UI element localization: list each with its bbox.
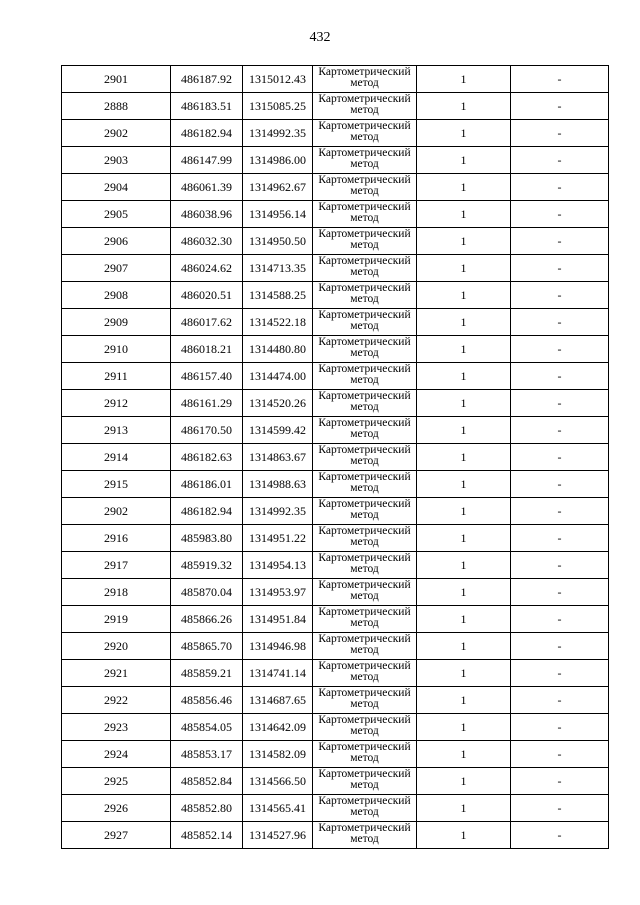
x-coordinate-cell: 486147.99 — [171, 147, 243, 174]
method-text: Картометрический метод — [318, 579, 411, 602]
method-text: Картометрический метод — [318, 336, 411, 359]
table-row — [62, 390, 609, 417]
accuracy-cell: 1 — [417, 660, 511, 687]
table-row — [62, 201, 609, 228]
accuracy-cell: 1 — [417, 552, 511, 579]
method-text: Картометрический метод — [318, 768, 411, 791]
y-coordinate-cell: 1314951.84 — [243, 606, 313, 633]
x-coordinate-cell: 486020.51 — [171, 282, 243, 309]
point-number-cell: 2904 — [62, 174, 171, 201]
accuracy-cell: 1 — [417, 309, 511, 336]
table-row — [62, 228, 609, 255]
accuracy-cell: 1 — [417, 741, 511, 768]
table-row — [62, 66, 609, 93]
x-coordinate-cell: 486161.29 — [171, 390, 243, 417]
point-number-cell: 2905 — [62, 201, 171, 228]
x-coordinate-cell: 486182.63 — [171, 444, 243, 471]
accuracy-cell: 1 — [417, 363, 511, 390]
note-cell: - — [511, 741, 609, 768]
x-coordinate-cell: 486157.40 — [171, 363, 243, 390]
table-row — [62, 498, 609, 525]
accuracy-cell: 1 — [417, 336, 511, 363]
note-cell: - — [511, 822, 609, 849]
table-row — [62, 552, 609, 579]
note-cell: - — [511, 174, 609, 201]
point-number-cell: 2901 — [62, 66, 171, 93]
y-coordinate-cell: 1314986.00 — [243, 147, 313, 174]
x-coordinate-cell: 485870.04 — [171, 579, 243, 606]
accuracy-cell: 1 — [417, 525, 511, 552]
y-coordinate-cell: 1314599.42 — [243, 417, 313, 444]
accuracy-cell: 1 — [417, 282, 511, 309]
point-number-cell: 2906 — [62, 228, 171, 255]
method-cell — [313, 552, 417, 579]
x-coordinate-cell: 485853.17 — [171, 741, 243, 768]
method-cell — [313, 822, 417, 849]
table-row — [62, 714, 609, 741]
method-cell — [313, 417, 417, 444]
note-cell: - — [511, 525, 609, 552]
method-cell — [313, 579, 417, 606]
method-cell — [313, 390, 417, 417]
y-coordinate-cell: 1314713.35 — [243, 255, 313, 282]
point-number-cell: 2908 — [62, 282, 171, 309]
method-cell — [313, 444, 417, 471]
table-row — [62, 336, 609, 363]
note-cell: - — [511, 390, 609, 417]
table-row — [62, 687, 609, 714]
accuracy-cell: 1 — [417, 417, 511, 444]
note-cell: - — [511, 309, 609, 336]
x-coordinate-cell: 486038.96 — [171, 201, 243, 228]
method-text: Картометрический метод — [318, 498, 411, 521]
table-row — [62, 606, 609, 633]
method-text: Картометрический метод — [318, 174, 411, 197]
x-coordinate-cell: 486182.94 — [171, 120, 243, 147]
accuracy-cell: 1 — [417, 471, 511, 498]
method-text: Картометрический метод — [318, 66, 411, 89]
y-coordinate-cell: 1314988.63 — [243, 471, 313, 498]
x-coordinate-cell: 485866.26 — [171, 606, 243, 633]
table-row — [62, 174, 609, 201]
table-row — [62, 579, 609, 606]
point-number-cell: 2910 — [62, 336, 171, 363]
note-cell: - — [511, 579, 609, 606]
table-row — [62, 309, 609, 336]
note-cell: - — [511, 255, 609, 282]
x-coordinate-cell: 485852.84 — [171, 768, 243, 795]
method-cell — [313, 795, 417, 822]
y-coordinate-cell: 1314520.26 — [243, 390, 313, 417]
accuracy-cell: 1 — [417, 120, 511, 147]
method-cell — [313, 498, 417, 525]
note-cell: - — [511, 147, 609, 174]
table-row — [62, 363, 609, 390]
accuracy-cell: 1 — [417, 228, 511, 255]
method-cell — [313, 741, 417, 768]
accuracy-cell: 1 — [417, 498, 511, 525]
table-row — [62, 444, 609, 471]
x-coordinate-cell: 486182.94 — [171, 498, 243, 525]
y-coordinate-cell: 1314950.50 — [243, 228, 313, 255]
point-number-cell: 2920 — [62, 633, 171, 660]
method-text: Картометрический метод — [318, 552, 411, 575]
note-cell: - — [511, 228, 609, 255]
note-cell: - — [511, 552, 609, 579]
point-number-cell: 2903 — [62, 147, 171, 174]
point-number-cell: 2923 — [62, 714, 171, 741]
note-cell: - — [511, 282, 609, 309]
y-coordinate-cell: 1314946.98 — [243, 633, 313, 660]
accuracy-cell: 1 — [417, 633, 511, 660]
accuracy-cell: 1 — [417, 606, 511, 633]
note-cell: - — [511, 633, 609, 660]
method-text: Картометрический метод — [318, 309, 411, 332]
method-text: Картометрический метод — [318, 201, 411, 224]
x-coordinate-cell: 486032.30 — [171, 228, 243, 255]
y-coordinate-cell: 1314642.09 — [243, 714, 313, 741]
accuracy-cell: 1 — [417, 444, 511, 471]
point-number-cell: 2921 — [62, 660, 171, 687]
method-text: Картометрический метод — [318, 228, 411, 251]
point-number-cell: 2917 — [62, 552, 171, 579]
y-coordinate-cell: 1314582.09 — [243, 741, 313, 768]
y-coordinate-cell: 1314956.14 — [243, 201, 313, 228]
y-coordinate-cell: 1314588.25 — [243, 282, 313, 309]
method-cell — [313, 660, 417, 687]
table-row — [62, 795, 609, 822]
table-row — [62, 660, 609, 687]
x-coordinate-cell: 485854.05 — [171, 714, 243, 741]
point-number-cell: 2914 — [62, 444, 171, 471]
method-text: Картометрический метод — [318, 660, 411, 683]
note-cell: - — [511, 336, 609, 363]
x-coordinate-cell: 485856.46 — [171, 687, 243, 714]
x-coordinate-cell: 486017.62 — [171, 309, 243, 336]
method-cell — [313, 147, 417, 174]
x-coordinate-cell: 486061.39 — [171, 174, 243, 201]
method-cell — [313, 714, 417, 741]
point-number-cell: 2909 — [62, 309, 171, 336]
table-row — [62, 120, 609, 147]
point-number-cell: 2926 — [62, 795, 171, 822]
method-text: Картометрический метод — [318, 633, 411, 656]
method-text: Картометрический метод — [318, 120, 411, 143]
point-number-cell: 2911 — [62, 363, 171, 390]
method-text: Картометрический метод — [318, 687, 411, 710]
coordinates-table-body — [62, 66, 609, 849]
note-cell: - — [511, 660, 609, 687]
table-row — [62, 282, 609, 309]
table-row — [62, 768, 609, 795]
accuracy-cell: 1 — [417, 768, 511, 795]
method-cell — [313, 201, 417, 228]
x-coordinate-cell: 485852.80 — [171, 795, 243, 822]
y-coordinate-cell: 1314962.67 — [243, 174, 313, 201]
table-row — [62, 93, 609, 120]
note-cell: - — [511, 120, 609, 147]
method-cell — [313, 336, 417, 363]
method-cell — [313, 228, 417, 255]
accuracy-cell: 1 — [417, 174, 511, 201]
note-cell: - — [511, 363, 609, 390]
point-number-cell: 2902 — [62, 498, 171, 525]
note-cell: - — [511, 606, 609, 633]
method-text: Картометрический метод — [318, 822, 411, 845]
x-coordinate-cell: 486186.01 — [171, 471, 243, 498]
point-number-cell: 2918 — [62, 579, 171, 606]
table-row — [62, 741, 609, 768]
note-cell: - — [511, 687, 609, 714]
accuracy-cell: 1 — [417, 687, 511, 714]
table-row — [62, 633, 609, 660]
note-cell: - — [511, 201, 609, 228]
y-coordinate-cell: 1314741.14 — [243, 660, 313, 687]
method-text: Картометрический метод — [318, 363, 411, 386]
point-number-cell: 2902 — [62, 120, 171, 147]
y-coordinate-cell: 1314863.67 — [243, 444, 313, 471]
y-coordinate-cell: 1315085.25 — [243, 93, 313, 120]
y-coordinate-cell: 1314474.00 — [243, 363, 313, 390]
method-text: Картометрический метод — [318, 471, 411, 494]
point-number-cell: 2916 — [62, 525, 171, 552]
table-row — [62, 525, 609, 552]
method-cell — [313, 120, 417, 147]
method-text: Картометрический метод — [318, 525, 411, 548]
method-cell — [313, 282, 417, 309]
y-coordinate-cell: 1314687.65 — [243, 687, 313, 714]
y-coordinate-cell: 1314480.80 — [243, 336, 313, 363]
method-cell — [313, 471, 417, 498]
method-cell — [313, 525, 417, 552]
accuracy-cell: 1 — [417, 822, 511, 849]
method-cell — [313, 687, 417, 714]
method-text: Картометрический метод — [318, 795, 411, 818]
accuracy-cell: 1 — [417, 255, 511, 282]
accuracy-cell: 1 — [417, 795, 511, 822]
method-text: Картометрический метод — [318, 417, 411, 440]
x-coordinate-cell: 486187.92 — [171, 66, 243, 93]
method-cell — [313, 606, 417, 633]
point-number-cell: 2912 — [62, 390, 171, 417]
accuracy-cell: 1 — [417, 390, 511, 417]
note-cell: - — [511, 795, 609, 822]
method-cell — [313, 255, 417, 282]
note-cell: - — [511, 66, 609, 93]
point-number-cell: 2925 — [62, 768, 171, 795]
accuracy-cell: 1 — [417, 201, 511, 228]
y-coordinate-cell: 1314992.35 — [243, 498, 313, 525]
x-coordinate-cell: 486024.62 — [171, 255, 243, 282]
method-cell — [313, 174, 417, 201]
y-coordinate-cell: 1314954.13 — [243, 552, 313, 579]
x-coordinate-cell: 485983.80 — [171, 525, 243, 552]
page-number: 432 — [309, 30, 331, 45]
y-coordinate-cell: 1314566.50 — [243, 768, 313, 795]
point-number-cell: 2924 — [62, 741, 171, 768]
note-cell: - — [511, 444, 609, 471]
note-cell: - — [511, 417, 609, 444]
table-row — [62, 471, 609, 498]
point-number-cell: 2927 — [62, 822, 171, 849]
y-coordinate-cell: 1314953.97 — [243, 579, 313, 606]
method-text: Картометрический метод — [318, 741, 411, 764]
method-cell — [313, 768, 417, 795]
y-coordinate-cell: 1314992.35 — [243, 120, 313, 147]
accuracy-cell: 1 — [417, 66, 511, 93]
accuracy-cell: 1 — [417, 714, 511, 741]
x-coordinate-cell: 485865.70 — [171, 633, 243, 660]
method-text: Картометрический метод — [318, 390, 411, 413]
method-text: Картометрический метод — [318, 147, 411, 170]
note-cell: - — [511, 768, 609, 795]
method-text: Картометрический метод — [318, 444, 411, 467]
y-coordinate-cell: 1314951.22 — [243, 525, 313, 552]
table-row — [62, 417, 609, 444]
point-number-cell: 2915 — [62, 471, 171, 498]
accuracy-cell: 1 — [417, 147, 511, 174]
method-cell — [313, 309, 417, 336]
table-row — [62, 147, 609, 174]
point-number-cell: 2913 — [62, 417, 171, 444]
method-cell — [313, 633, 417, 660]
point-number-cell: 2907 — [62, 255, 171, 282]
y-coordinate-cell: 1314527.96 — [243, 822, 313, 849]
x-coordinate-cell: 486018.21 — [171, 336, 243, 363]
method-text: Картометрический метод — [318, 93, 411, 116]
coordinates-table — [61, 65, 609, 849]
method-text: Картометрический метод — [318, 606, 411, 629]
note-cell: - — [511, 93, 609, 120]
method-cell — [313, 93, 417, 120]
x-coordinate-cell: 485852.14 — [171, 822, 243, 849]
x-coordinate-cell: 486183.51 — [171, 93, 243, 120]
x-coordinate-cell: 486170.50 — [171, 417, 243, 444]
note-cell: - — [511, 471, 609, 498]
y-coordinate-cell: 1315012.43 — [243, 66, 313, 93]
point-number-cell: 2922 — [62, 687, 171, 714]
method-text: Картометрический метод — [318, 282, 411, 305]
table-row — [62, 822, 609, 849]
y-coordinate-cell: 1314565.41 — [243, 795, 313, 822]
y-coordinate-cell: 1314522.18 — [243, 309, 313, 336]
method-text: Картометрический метод — [318, 255, 411, 278]
note-cell: - — [511, 498, 609, 525]
note-cell: - — [511, 714, 609, 741]
method-cell — [313, 66, 417, 93]
method-text: Картометрический метод — [318, 714, 411, 737]
accuracy-cell: 1 — [417, 579, 511, 606]
x-coordinate-cell: 485859.21 — [171, 660, 243, 687]
accuracy-cell: 1 — [417, 93, 511, 120]
x-coordinate-cell: 485919.32 — [171, 552, 243, 579]
point-number-cell: 2919 — [62, 606, 171, 633]
method-cell — [313, 363, 417, 390]
point-number-cell: 2888 — [62, 93, 171, 120]
table-row — [62, 255, 609, 282]
